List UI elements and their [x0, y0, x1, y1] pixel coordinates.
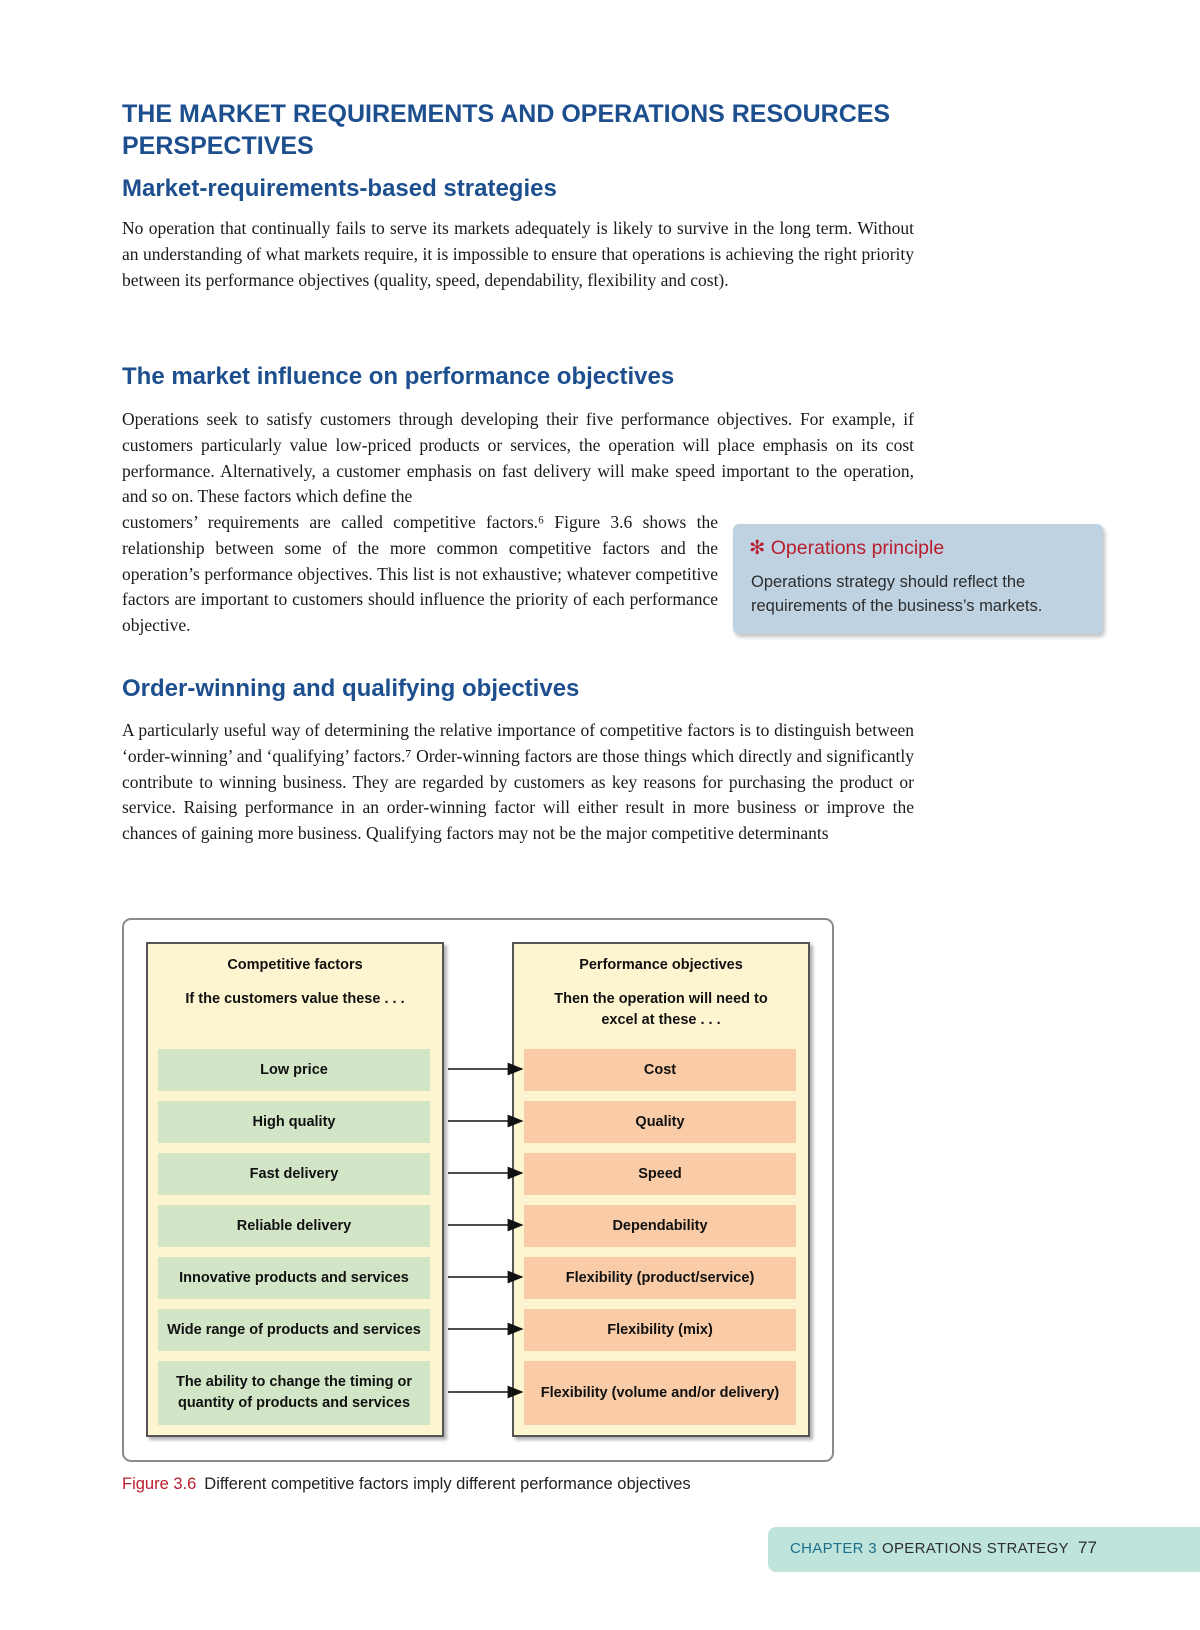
paragraph-market-requirements: No operation that continually fails to serve its markets adequately is likely to survive in the long term. Without an understanding of what markets require, it is impossible to ensure that operations is achieving the right priority between its performance objectives (quality, speed, dependability, flexibility and cost).: [122, 218, 914, 290]
factor-box: Innovative products and services: [158, 1257, 430, 1299]
competitive-factors-title: Competitive factors: [227, 957, 363, 973]
section-title: THE MARKET REQUIREMENTS AND OPERATIONS RESOURCES PERSPECTIVES: [122, 100, 891, 160]
factor-box: Reliable delivery: [158, 1205, 430, 1247]
objective-box: Speed: [524, 1153, 796, 1195]
page-number: 77: [1078, 1538, 1097, 1557]
principle-title: Operations principle: [770, 537, 945, 559]
figure-caption-label: Figure 3.6: [122, 1475, 197, 1493]
footer-title: OPERATIONS STRATEGY: [882, 1540, 1069, 1557]
asterisk-icon: ✻: [749, 537, 766, 559]
factor-box: Low price: [158, 1049, 430, 1091]
factor-box: High quality: [158, 1101, 430, 1143]
figure-caption: [122, 1475, 691, 1494]
competitive-factors-subtitle: If the customers value these . . .: [185, 991, 405, 1007]
page-footer: [768, 1527, 1200, 1572]
factor-box: Wide range of products and services: [158, 1309, 430, 1351]
paragraph-market-influence-full: Operations seek to satisfy customers through developing their five performance objectives. For example, if customers particularly value low-priced products or services, the operation will place emphasis on its cost performance. Alternatively, a customer emphasis on fast delivery will make speed important to the operation, and so on. These factors which define the: [122, 409, 914, 507]
performance-objectives-title: Performance objectives: [579, 957, 743, 973]
heading-market-requirements: Market-requirements-based strategies: [122, 175, 557, 202]
factor-box: The ability to change the timing or quantity of products and services: [158, 1361, 430, 1425]
performance-objectives-subtitle: Then the operation will need to excel at these . . .: [554, 991, 768, 1028]
principle-text: Operations strategy should reflect the requirements of the business’s markets.: [751, 573, 1043, 615]
paragraph-order-winning: A particularly useful way of determining the relative importance of competitive factors is to distinguish between ‘order-winning’ and ‘qualifying’ factors.⁷ Order-winning factors are those things which directly and significantly contribute to winning business. They are regarded by customers as key reasons for purchasing the product or service. Raising performance in an order-winning factor will either result in more business or improve the chances of gaining more business. Qualifying factors may not be the major competitive determinants: [122, 720, 914, 844]
objective-box: Flexibility (mix): [524, 1309, 796, 1351]
heading-market-influence: The market influence on performance objectives: [122, 363, 675, 390]
objective-box: Quality: [524, 1101, 796, 1143]
heading-order-winning: Order-winning and qualifying objectives: [122, 675, 580, 702]
paragraph-market-influence-narrow: customers’ requirements are called competitive factors.⁶ Figure 3.6 shows the relationship between some of the more common competitive factors and the operation’s performance objectives. This list is not exhaustive; whatever competitive factors are important to customers should influence the priority of each performance objective.: [122, 512, 718, 636]
objective-box: Dependability: [524, 1205, 796, 1247]
objective-box: Cost: [524, 1049, 796, 1091]
footer-chapter: CHAPTER 3: [790, 1540, 877, 1557]
figure-caption-text: Different competitive factors imply different performance objectives: [204, 1475, 691, 1493]
factor-box: Fast delivery: [158, 1153, 430, 1195]
objective-box: Flexibility (volume and/or delivery): [524, 1361, 796, 1425]
objective-box: Flexibility (product/service): [524, 1257, 796, 1299]
